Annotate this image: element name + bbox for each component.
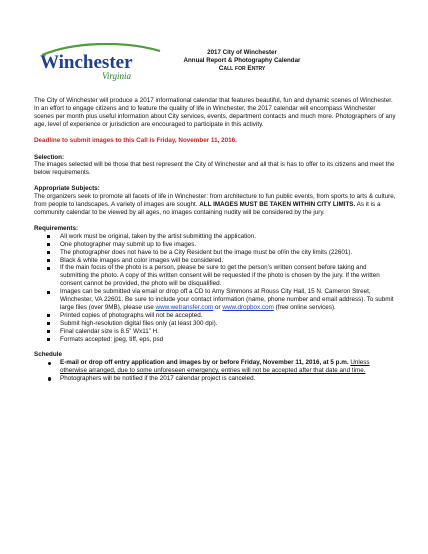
schedule-section	[34, 351, 396, 383]
submission-or: or	[215, 303, 221, 311]
submission-list-item	[47, 288, 396, 312]
intro-paragraph: The City of Winchester will produce a 2017 informational calendar that features beautiful, fun and dynamic scenes of Winchester. In an effort to engage citizens and to feature the quality of life in Winchester, the 2017 calendar will encompass Winchester scenes per month plus useful information about City services, events, department contacts and much more. Photographers of any age, level of experience or jurisdiction are encouraged to participate in this activity.	[34, 97, 396, 128]
list-item: One photographer may submit up to five images.	[47, 241, 396, 249]
list-item: Submit high-resolution digital files only (at least 300 dpi).	[47, 320, 396, 328]
requirements-list	[34, 233, 396, 344]
schedule-deadline: E-mail or drop off entry application and images by or before Friday, November 11, 2016, at 5 p.m.	[60, 359, 349, 367]
list-item: The photographer does not have to be a City Resident but the image must be of/in the city limits (22601).	[47, 249, 396, 257]
list-item: Photographers will be notified if the 2017 calendar project is canceled.	[47, 375, 396, 383]
requirements-heading: Requirements:	[34, 224, 79, 232]
header-subtitle: Annual Report & Photography Calendar	[183, 57, 301, 64]
schedule-heading: Schedule	[34, 351, 62, 359]
list-item: Printed copies of photographs will not be accepted.	[47, 312, 396, 320]
list-item: Black & white images and color images will be considered.	[47, 257, 396, 265]
subjects-text	[34, 193, 396, 217]
deadline-notice: Deadline to submit images to this Call is Friday, November 11, 2016.	[34, 136, 237, 144]
dropbox-link[interactable]: www.dropbox.com	[222, 303, 274, 311]
requirements-section	[34, 225, 396, 344]
subjects-text-main: The organizers seek to promote all facets of life in Winchester: from architecture to fun public events, from sports to arts & culture, from people to landscapes. A variety of images are sought.	[34, 193, 396, 209]
wetransfer-link[interactable]: www.wetransfer.com	[155, 303, 214, 311]
list-item: If the main focus of the photo is a person, please be sure to get the person’s written consent before taking and submitting the photo. A copy of this written consent will be requested if the photo is chosen by the jury. If the written consent cannot be provided, the photo will be disqualified.	[47, 264, 396, 288]
subjects-section	[34, 185, 396, 217]
selection-text: The images selected will be those that best represent the City of Winchester and all that is has to offer to its citizens and meet the below requirements.	[34, 161, 395, 177]
list-item	[47, 359, 396, 375]
city-limits-notice: ALL IMAGES MUST BE TAKEN WITHIN CITY LIMITS.	[199, 201, 356, 209]
schedule-list	[34, 359, 396, 383]
selection-section	[34, 154, 396, 178]
list-item: Formats accepted: jpeg, tiff, eps, psd	[47, 336, 396, 344]
document-body	[34, 97, 396, 383]
submission-text: Images can be submitted via email or drop off a CD to Amy Simmons at Rouss City Hall, 15 N. Cameron Street, Winchester, VA 22601. Be sure to include your contact information (name, phone number and email address). To submit large files (over 9MB), please use	[60, 288, 394, 311]
logo-wordmark: Winchester	[40, 52, 133, 73]
subjects-heading: Appropriate Subjects:	[34, 185, 100, 193]
selection-heading: Selection:	[34, 153, 65, 161]
subjects-text-tail: As it is a community calendar to be viewed by all ages, no images containing nudity will be considered by the jury.	[34, 201, 381, 216]
list-item: All work must be original, taken by the artist submitting the application.	[47, 233, 396, 241]
city-logo	[36, 43, 164, 83]
list-item: Final calendar size is 8.5” Wx11” H.	[47, 328, 396, 336]
late-entries-note: Unless otherwise arranged, due to some unforeseen emergency, entries will not be accepted after that date and time.	[60, 359, 370, 375]
header-title: 2017 City of Winchester	[207, 49, 277, 56]
document-header	[162, 49, 322, 73]
logo-subtitle: Virginia	[102, 71, 131, 81]
header-call-for-entry: Call for Entry	[218, 65, 266, 72]
winchester-logo-graphic	[36, 43, 164, 83]
submission-tail: (free online services).	[275, 303, 336, 311]
